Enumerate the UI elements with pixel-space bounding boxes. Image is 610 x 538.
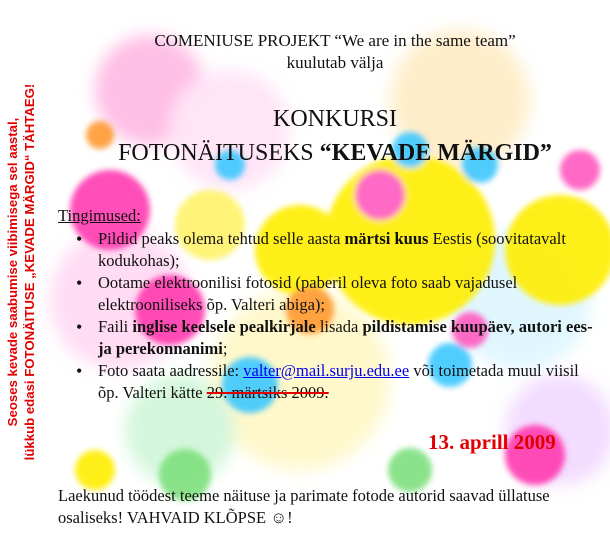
deadline-notice-line-2: lükkub edasi FOTONÄITUSE „KEVADE MÄRGID“ TÄHTAEG! <box>22 83 37 461</box>
condition-item-electronic <box>58 272 598 316</box>
condition-3-text-b: lisada <box>315 317 363 336</box>
conditions-heading: Tingimused: <box>58 206 141 225</box>
conditions-list <box>58 228 598 404</box>
condition-2-text: Ootame elektroonilisi fotosid (paberil oleva foto saab vajadusel elektrooniliseks õp. Valteri abiga); <box>98 273 518 314</box>
condition-4-text-b: või toimetada muul viisil õp. Valteri kätte <box>98 361 579 402</box>
condition-3-text-c: ; <box>222 339 228 358</box>
condition-1-text-a: Pildid peaks olema tehtud selle aasta <box>98 229 345 248</box>
contest-title-line-1: KONKURSI <box>272 106 397 132</box>
contest-title-prefix: FOTONÄITUSEKS <box>118 140 320 166</box>
deadline-extension-notice <box>4 12 44 532</box>
condition-3-text-a: Faili <box>98 317 133 336</box>
contest-title-line-2 <box>70 139 600 167</box>
condition-3-bold-b: pildistamise kuupäev, autori ees- ja perekonnanimi <box>98 317 593 358</box>
condition-item-march <box>58 228 598 272</box>
footer-sentence: Laekunud töödest teeme näituse ja parimate fotode autorid saavad üllatuse osaliseks! <box>58 486 550 527</box>
condition-item-filename <box>58 316 598 360</box>
old-deadline: 29. märtsiks 2009. <box>206 383 329 402</box>
project-name: COMENIUSE PROJEKT “We are in the same team” <box>154 31 516 50</box>
contest-title-name: “KEVADE MÄRGID” <box>319 140 552 166</box>
condition-4-text-a: Foto saata aadressile: <box>98 361 244 380</box>
condition-3-bold-a: inglise keelsele pealkirjale <box>132 317 316 336</box>
footer-greeting: VAHVAID KLÕPSE ☺! <box>126 508 293 527</box>
announces-text: kuulutab välja <box>286 53 384 72</box>
condition-1-text-b: Eestis (soovitatavalt kodukohas); <box>98 229 566 270</box>
project-header <box>70 30 600 74</box>
footer-text <box>58 485 598 529</box>
condition-1-bold: märtsi kuus <box>344 229 429 248</box>
email-link[interactable]: valter@mail.surju.edu.ee <box>243 361 410 380</box>
condition-item-submission <box>58 360 598 404</box>
new-deadline: 13. aprill 2009 <box>428 430 556 454</box>
deadline-notice-line-1: Seoses kevade saabumise viibimisega sel aastal, <box>5 117 20 427</box>
